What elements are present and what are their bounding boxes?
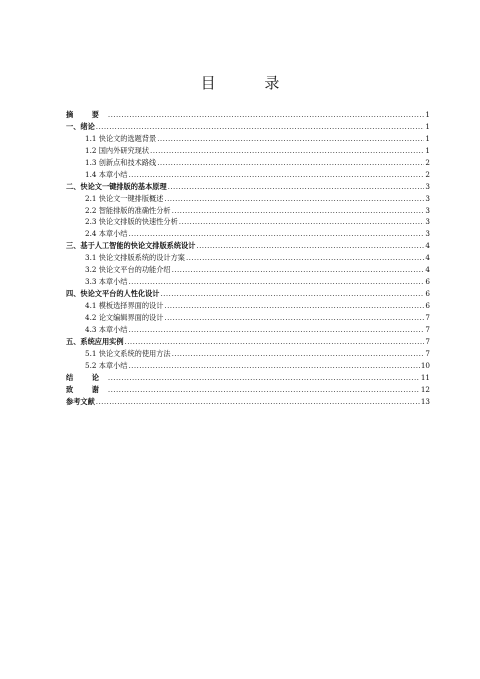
toc-entry[interactable]	[66, 240, 430, 252]
toc-entry[interactable]	[66, 181, 430, 193]
toc-entry[interactable]	[66, 121, 430, 133]
toc-dot-leader	[172, 348, 425, 360]
toc-entry-label: 2.4 本章小结	[85, 229, 128, 239]
toc-page-number: 7	[425, 348, 430, 358]
toc-page-number: 6	[425, 301, 430, 310]
toc-entry-label: 结 论	[66, 372, 107, 382]
toc-entry-label: 致 谢	[66, 384, 107, 394]
toc-entry[interactable]	[66, 145, 430, 157]
toc-page-number: 3	[425, 217, 430, 227]
table-of-contents	[66, 109, 430, 407]
toc-entry-label: 1.3 创新点和技术路线	[85, 157, 157, 167]
toc-entry-label: 摘 要	[66, 110, 107, 119]
toc-dot-leader	[160, 288, 424, 300]
toc-page-number: 1	[425, 121, 430, 131]
toc-dot-leader	[96, 396, 420, 408]
toc-entry[interactable]	[66, 157, 430, 169]
toc-entry-label: 4.2 论文编辑界面的设计	[85, 312, 164, 322]
toc-entry[interactable]	[66, 312, 430, 324]
toc-dot-leader	[157, 157, 424, 169]
toc-entry[interactable]	[66, 324, 430, 336]
toc-page-number: 10	[420, 360, 430, 370]
toc-entry[interactable]	[66, 252, 430, 264]
toc-dot-leader	[150, 145, 424, 157]
toc-entry[interactable]	[66, 228, 430, 240]
page-title: 目 录	[200, 74, 302, 92]
toc-dot-leader	[108, 372, 420, 384]
toc-entry-label: 3.2 快论文平台的功能介绍	[85, 265, 171, 275]
toc-entry-label: 2.3 快论文排版的快速性分析	[85, 217, 178, 227]
toc-entry-label: 一、绪论	[66, 121, 95, 131]
toc-page-number: 3	[425, 193, 430, 203]
toc-entry-label: 3.3 本章小结	[85, 277, 128, 287]
toc-dot-leader	[196, 240, 424, 252]
toc-entry[interactable]	[66, 384, 430, 396]
toc-dot-leader	[179, 216, 425, 228]
toc-entry[interactable]	[66, 133, 430, 145]
toc-entry-label: 2.1 快论文一键排版概述	[85, 193, 164, 203]
toc-page-number: 6	[425, 289, 430, 299]
toc-entry-label: 二、快论文一键排版的基本原理	[66, 181, 167, 191]
toc-page-number: 1	[425, 145, 430, 155]
toc-page-number: 7	[425, 336, 430, 346]
toc-dot-leader	[108, 109, 425, 121]
toc-page-number: 2	[425, 169, 430, 179]
toc-entry[interactable]	[66, 348, 430, 360]
toc-dot-leader	[128, 324, 424, 336]
toc-dot-leader	[157, 133, 424, 145]
toc-page-number: 4	[425, 253, 430, 263]
toc-dot-leader	[172, 264, 425, 276]
toc-entry[interactable]	[66, 276, 430, 288]
toc-entry[interactable]	[66, 336, 430, 348]
toc-dot-leader	[128, 276, 424, 288]
toc-page-number: 3	[425, 181, 430, 191]
toc-page-number: 12	[420, 384, 430, 394]
toc-entry-label: 1.4 本章小结	[85, 169, 128, 179]
toc-dot-leader	[164, 300, 424, 312]
toc-page-number: 6	[425, 277, 430, 287]
toc-entry-label: 4.1 模板选择界面的设计	[85, 301, 164, 310]
toc-entry[interactable]	[66, 372, 430, 384]
toc-dot-leader	[168, 181, 425, 193]
toc-page-number: 1	[425, 110, 430, 119]
toc-page-number: 3	[425, 229, 430, 239]
toc-page-number: 13	[420, 396, 430, 406]
toc-page-number: 4	[425, 265, 430, 275]
toc-entry[interactable]	[66, 109, 430, 121]
toc-page-number: 4	[425, 241, 430, 251]
toc-page-number: 3	[425, 205, 430, 215]
toc-dot-leader	[172, 205, 425, 217]
toc-dot-leader	[128, 360, 419, 372]
toc-page-number: 1	[425, 133, 430, 143]
toc-entry[interactable]	[66, 205, 430, 217]
toc-page-number: 11	[420, 372, 430, 382]
toc-dot-leader	[96, 121, 425, 133]
toc-dot-leader	[125, 336, 425, 348]
toc-entry-label: 参考文献	[66, 396, 95, 406]
toc-entry-label: 五、系统应用实例	[66, 336, 124, 346]
toc-dot-leader	[164, 193, 424, 205]
toc-entry[interactable]	[66, 360, 430, 372]
toc-entry-label: 四、快论文平台的人性化设计	[66, 289, 160, 299]
toc-entry[interactable]	[66, 193, 430, 205]
toc-entry-label: 三、基于人工智能的快论文排版系统设计	[66, 241, 196, 251]
toc-dot-leader	[164, 312, 424, 324]
toc-entry[interactable]	[66, 300, 430, 312]
toc-entry-label: 4.3 本章小结	[85, 324, 128, 334]
toc-entry[interactable]	[66, 264, 430, 276]
toc-dot-leader	[108, 384, 420, 396]
toc-entry[interactable]	[66, 216, 430, 228]
toc-page-number: 7	[425, 312, 430, 322]
toc-dot-leader	[128, 228, 424, 240]
toc-entry-label: 5.2 本章小结	[85, 360, 128, 370]
toc-entry-label: 5.1 快论文系统的使用方法	[85, 348, 171, 358]
toc-page-number: 2	[425, 157, 430, 167]
toc-entry-label: 3.1 快论文排版系统的设计方案	[85, 253, 185, 263]
toc-entry[interactable]	[66, 396, 430, 408]
toc-entry-label: 1.2 国内外研究现状	[85, 145, 150, 155]
toc-entry[interactable]	[66, 288, 430, 300]
toc-dot-leader	[186, 252, 424, 264]
toc-entry-label: 1.1 快论文的选题背景	[85, 133, 157, 143]
toc-dot-leader	[128, 169, 424, 181]
toc-entry-label: 2.2 智能排版的准确性分析	[85, 205, 171, 215]
toc-entry[interactable]	[66, 169, 430, 181]
toc-page-number: 7	[425, 324, 430, 334]
